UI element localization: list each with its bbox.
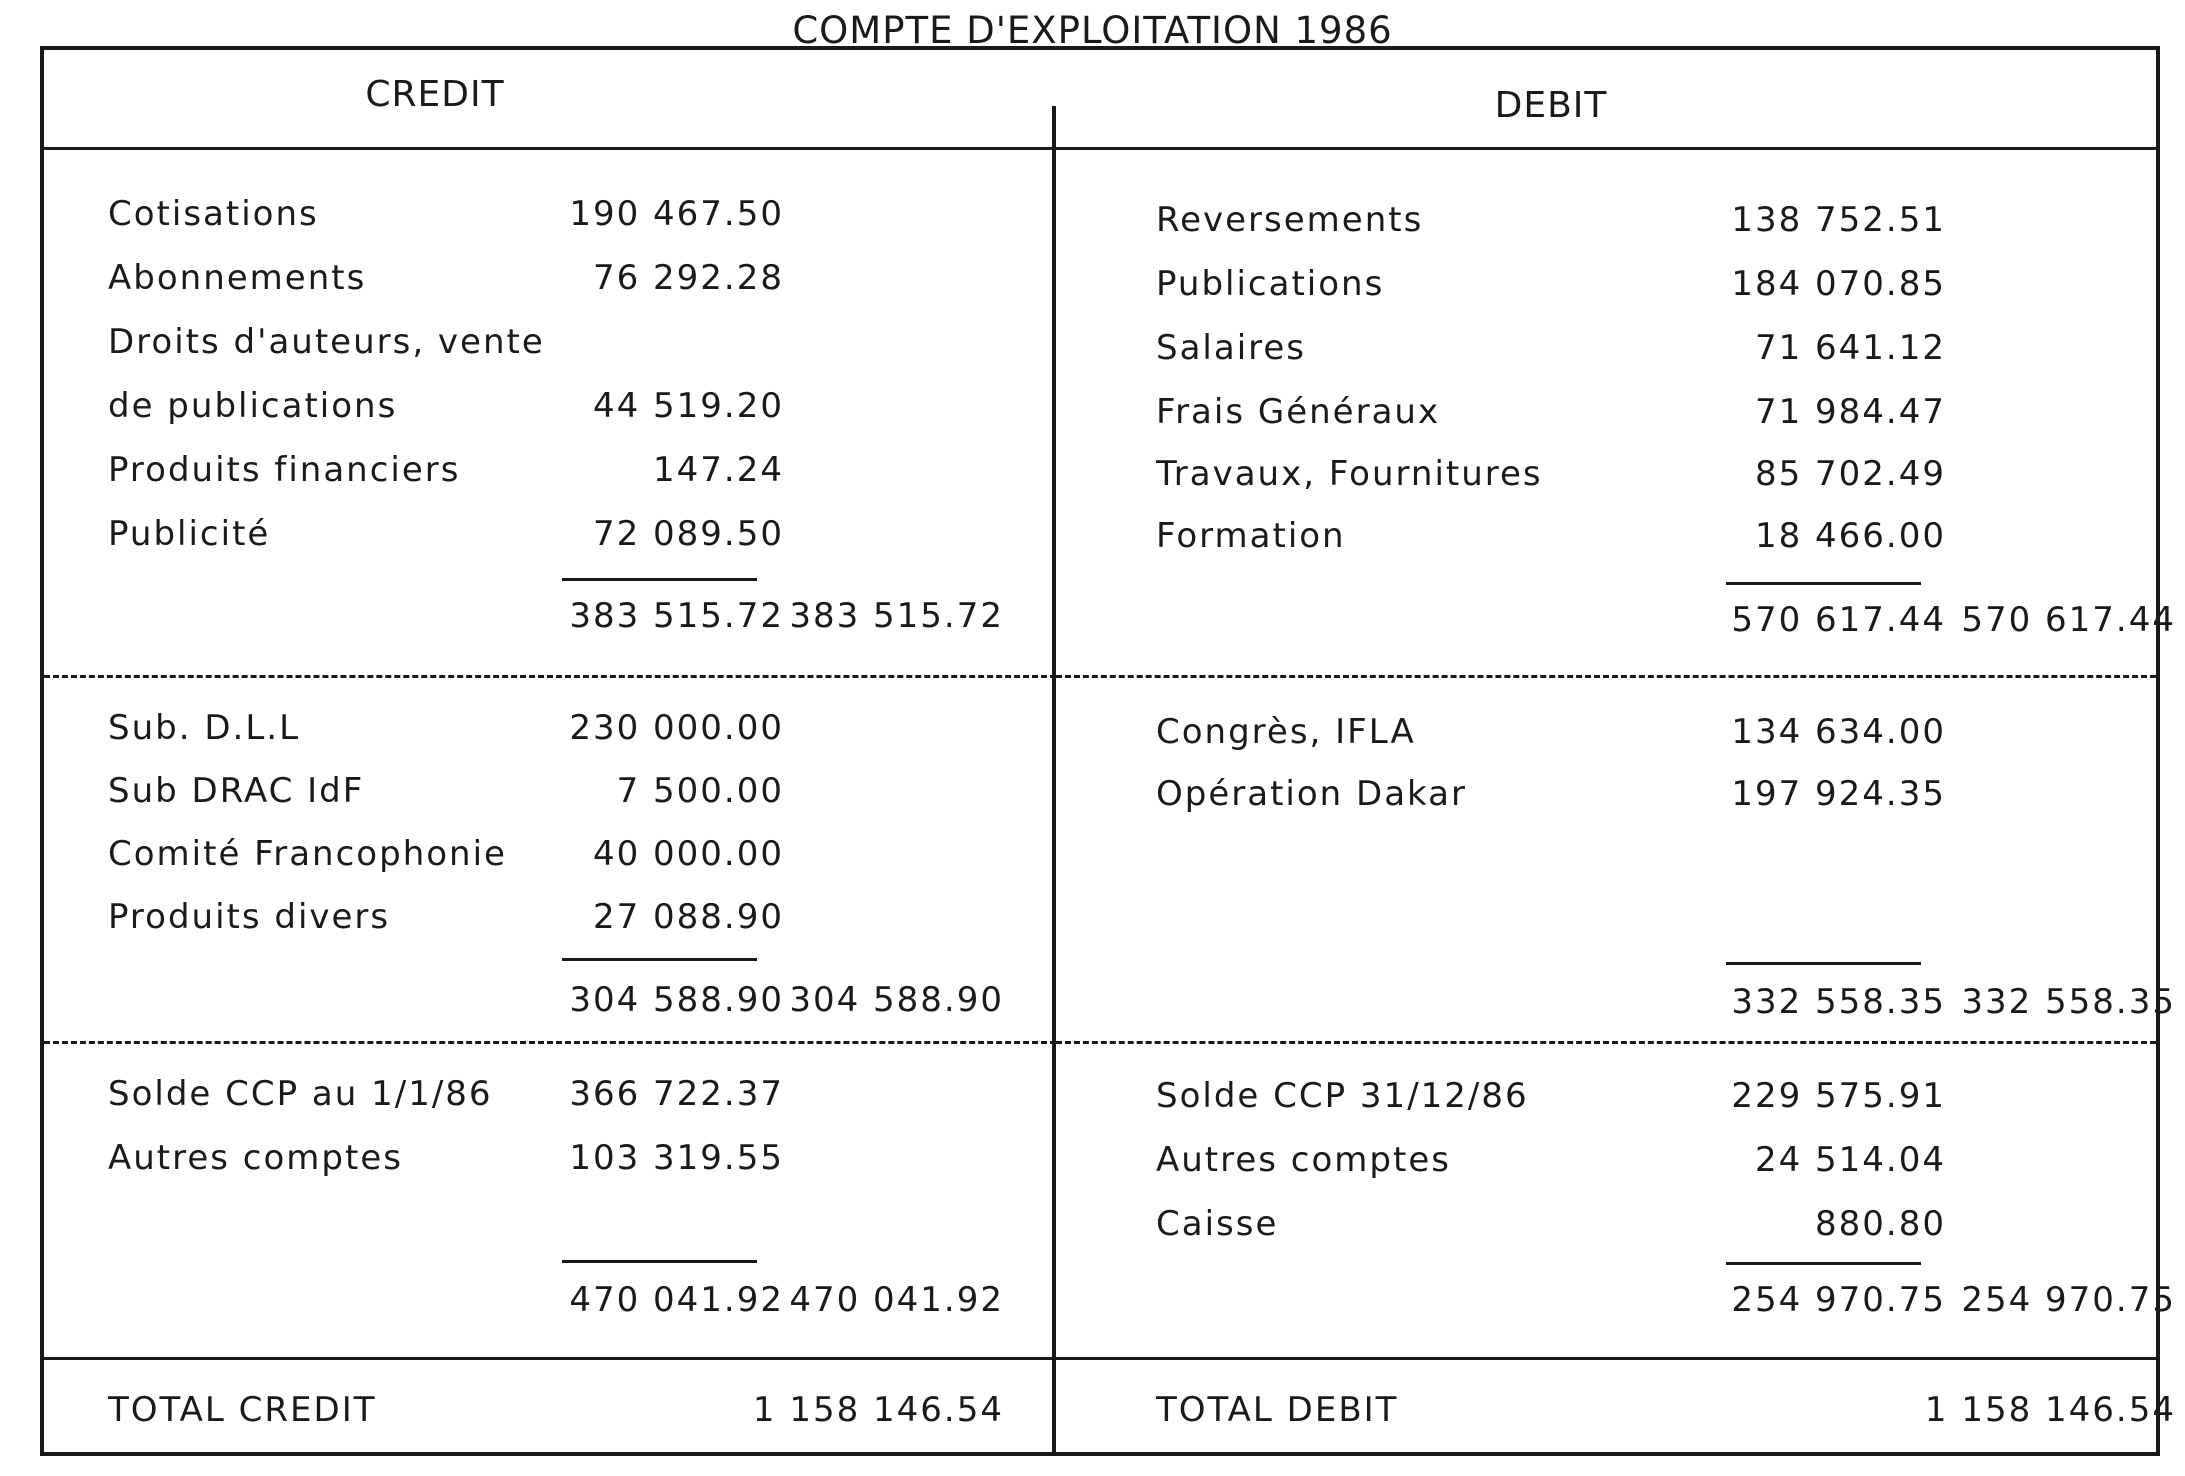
row-label: Reversements <box>1156 200 1424 240</box>
row-label: Cotisations <box>108 194 319 234</box>
debit-section-balances <box>1056 1044 2176 1360</box>
row-label: Salaires <box>1156 328 1307 368</box>
row-amount: 103 319.55 <box>569 1138 784 1178</box>
row-label: Comité Francophonie <box>108 834 507 874</box>
debit-grand-total-row <box>1056 1360 2176 1460</box>
row-amount: 71 984.47 <box>1754 392 1946 432</box>
table-row <box>44 698 1056 758</box>
subtotal-row <box>44 1270 1056 1330</box>
row-amount: 44 519.20 <box>592 386 784 426</box>
section-total: 570 617.44 <box>1961 600 2176 640</box>
table-row <box>1056 1194 2156 1254</box>
row-label: Publications <box>1156 264 1385 304</box>
subtotal-amount: 383 515.72 <box>569 596 784 636</box>
table-row <box>44 887 1056 947</box>
row-label: Frais Généraux <box>1156 392 1441 432</box>
row-label: Produits financiers <box>108 450 461 490</box>
table-row <box>1056 444 2156 504</box>
row-label: Travaux, Fournitures <box>1156 454 1543 494</box>
debit-header-label: DEBIT <box>1494 85 1608 126</box>
credit-header-label: CREDIT <box>365 74 505 115</box>
subtotal-amount: 570 617.44 <box>1731 600 1946 640</box>
grand-total-label: TOTAL DEBIT <box>1156 1390 1399 1430</box>
table-row <box>1056 318 2156 378</box>
subtotal-row <box>44 586 1056 646</box>
subtotal-amount: 332 558.35 <box>1731 982 1946 1022</box>
row-amount: 366 722.37 <box>569 1074 784 1114</box>
row-amount: 40 000.00 <box>592 834 784 874</box>
grand-total-amount: 1 158 146.54 <box>1924 1390 2176 1430</box>
row-amount: 880.80 <box>1815 1204 1946 1244</box>
table-row <box>1056 1130 2156 1190</box>
row-label: Solde CCP au 1/1/86 <box>108 1074 493 1114</box>
row-amount: 72 089.50 <box>592 514 784 554</box>
row-amount: 85 702.49 <box>1754 454 1946 494</box>
row-amount: 71 641.12 <box>1754 328 1946 368</box>
table-row <box>44 504 1056 564</box>
credit-column <box>44 50 1056 1452</box>
row-label: Congrès, IFLA <box>1156 712 1416 752</box>
sum-rule <box>562 1260 757 1263</box>
row-label: Sub. D.L.L <box>108 708 301 748</box>
table-row <box>1056 506 2156 566</box>
debit-section-operating <box>1056 150 2176 678</box>
sum-rule <box>562 578 757 581</box>
subtotal-row <box>1056 590 2176 650</box>
table-row <box>44 761 1056 821</box>
row-label: de publications <box>108 386 398 426</box>
subtotal-row <box>44 970 1056 1030</box>
row-amount: 18 466.00 <box>1754 516 1946 556</box>
table-row <box>1056 764 2156 824</box>
sum-rule <box>1726 582 1921 585</box>
table-row <box>44 824 1056 884</box>
row-amount: 134 634.00 <box>1731 712 1946 752</box>
row-label: Caisse <box>1156 1204 1279 1244</box>
row-amount: 230 000.00 <box>569 708 784 748</box>
credit-section-subsidies <box>44 678 1056 1044</box>
table-row <box>1056 1066 2156 1126</box>
table-row <box>1056 190 2156 250</box>
section-total: 470 041.92 <box>789 1280 1004 1320</box>
table-row <box>44 376 1056 436</box>
row-label: Opération Dakar <box>1156 774 1467 814</box>
sum-rule <box>562 958 757 961</box>
subtotal-amount: 254 970.75 <box>1731 1280 1946 1320</box>
table-row <box>44 312 1056 372</box>
credit-header <box>44 50 1056 150</box>
section-total: 254 970.75 <box>1961 1280 2176 1320</box>
table-row <box>1056 702 2156 762</box>
subtotal-row <box>1056 972 2176 1032</box>
grand-total-label: TOTAL CREDIT <box>108 1390 377 1430</box>
table-row <box>44 1128 1056 1188</box>
section-total: 383 515.72 <box>789 596 1004 636</box>
row-amount: 76 292.28 <box>592 258 784 298</box>
table-row <box>1056 382 2156 442</box>
row-label: Publicité <box>108 514 271 554</box>
table-row <box>44 440 1056 500</box>
row-label: Autres comptes <box>1156 1140 1451 1180</box>
table-row <box>1056 254 2156 314</box>
row-amount: 24 514.04 <box>1754 1140 1946 1180</box>
row-amount: 184 070.85 <box>1731 264 1946 304</box>
sum-rule <box>1726 962 1921 965</box>
grand-total-amount: 1 158 146.54 <box>752 1390 1004 1430</box>
table-row <box>44 1064 1056 1124</box>
row-amount: 190 467.50 <box>569 194 784 234</box>
table-row <box>44 184 1056 244</box>
row-label: Solde CCP 31/12/86 <box>1156 1076 1529 1116</box>
row-label: Formation <box>1156 516 1346 556</box>
subtotal-amount: 470 041.92 <box>569 1280 784 1320</box>
row-amount: 197 924.35 <box>1731 774 1946 814</box>
sum-rule <box>1726 1262 1921 1265</box>
row-amount: 27 088.90 <box>592 897 784 937</box>
row-amount: 7 500.00 <box>616 771 784 811</box>
table-row <box>44 248 1056 308</box>
subtotal-amount: 304 588.90 <box>569 980 784 1020</box>
debit-header <box>1056 50 2156 150</box>
row-label: Abonnements <box>108 258 367 298</box>
credit-grand-total-row <box>44 1360 1056 1460</box>
document-title: COMPTE D'EXPLOITATION 1986 <box>792 9 1393 52</box>
debit-section-projects <box>1056 678 2176 1044</box>
credit-section-balances <box>44 1044 1056 1360</box>
row-label: Sub DRAC IdF <box>108 771 365 811</box>
row-label: Produits divers <box>108 897 391 937</box>
section-total: 332 558.35 <box>1961 982 2176 1022</box>
credit-section-operating <box>44 150 1056 678</box>
account-table <box>40 46 2176 1456</box>
subtotal-row <box>1056 1270 2176 1330</box>
row-label: Autres comptes <box>108 1138 403 1178</box>
section-total: 304 588.90 <box>789 980 1004 1020</box>
debit-column <box>1056 50 2176 1452</box>
row-amount: 229 575.91 <box>1731 1076 1946 1116</box>
row-label: Droits d'auteurs, vente <box>108 322 545 362</box>
row-amount: 147.24 <box>653 450 784 490</box>
row-amount: 138 752.51 <box>1731 200 1946 240</box>
